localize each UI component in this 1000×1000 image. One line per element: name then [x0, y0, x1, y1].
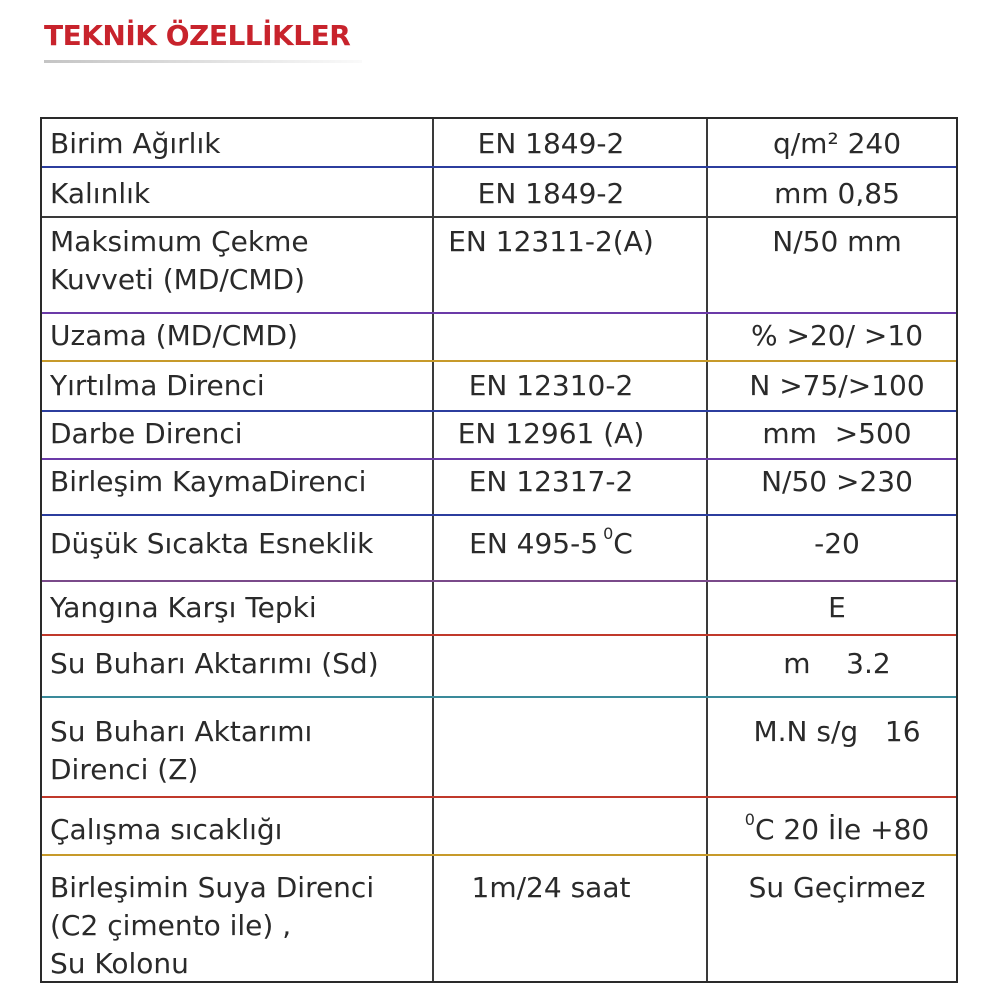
standard-cell [436, 361, 706, 411]
property-cell: Yangına Karşı Tepki [50, 591, 317, 624]
property-cell: Uzama (MD/CMD) [50, 319, 298, 352]
value-text: N/50 mm [772, 225, 902, 258]
standard-cell [436, 167, 706, 217]
value-cell [710, 515, 954, 581]
value-cell [710, 313, 954, 361]
value-text: E [828, 591, 846, 624]
property-cell: Birleşim KaymaDirenci [50, 465, 367, 498]
standard-unit: C [613, 527, 633, 560]
standard-cell [436, 581, 706, 635]
table-row [42, 167, 956, 217]
value-text: mm >500 [762, 417, 912, 450]
table-row [42, 313, 956, 361]
standard-text: EN 1849-2 [477, 127, 625, 160]
standard-text: EN 1849-2 [477, 177, 625, 210]
value-cell [710, 635, 954, 697]
value-text: N/50 >230 [761, 465, 913, 498]
property-cell: Maksimum Çekme Kuvveti (MD/CMD) [50, 225, 309, 296]
property-cell: Birleşimin Suya Direnci (C2 çimento ile) , Su Kolonu [50, 871, 375, 980]
property-cell: Su Buharı Aktarımı Direnci (Z) [50, 715, 313, 786]
value-text: N >75/>100 [749, 369, 925, 402]
table-row [42, 119, 956, 167]
value-cell [710, 411, 954, 459]
value-cell [710, 361, 954, 411]
value-cell [710, 581, 954, 635]
property-cell: Yırtılma Direnci [50, 369, 265, 402]
value-cell [710, 119, 954, 167]
standard-cell [436, 515, 706, 581]
table-row [42, 217, 956, 313]
table-row [42, 459, 956, 515]
value-cell [710, 855, 954, 981]
value-text: C 20 İle +80 [754, 813, 930, 846]
value-cell [710, 797, 954, 855]
value-text: M.N s/g 16 [753, 715, 921, 748]
standard-cell [436, 697, 706, 797]
value-cell [710, 459, 954, 515]
value-text: -20 [814, 527, 860, 560]
table-row [42, 515, 956, 581]
value-cell [710, 217, 954, 313]
degree-superscript: 0 [598, 524, 614, 543]
value-text: m 3.2 [783, 647, 891, 680]
table-row [42, 697, 956, 797]
degree-superscript: 0 [744, 810, 755, 829]
property-cell: Kalınlık [50, 177, 151, 210]
value-text: mm 0,85 [774, 177, 900, 210]
table-row [42, 797, 956, 855]
table-row [42, 855, 956, 981]
title-underline [44, 60, 362, 63]
value-text: Su Geçirmez [748, 871, 926, 904]
table-row [42, 361, 956, 411]
spec-table [40, 117, 958, 983]
standard-cell [436, 635, 706, 697]
standard-text: EN 12317-2 [468, 465, 634, 498]
standard-text: EN 12311-2(A) [448, 225, 654, 258]
page-title: TEKNİK ÖZELLİKLER [44, 19, 351, 52]
standard-cell [436, 119, 706, 167]
property-cell: Darbe Direnci [50, 417, 243, 450]
value-text: q/m² 240 [772, 127, 902, 160]
property-cell: Su Buharı Aktarımı (Sd) [50, 647, 379, 680]
standard-cell [436, 217, 706, 313]
value-text: % >20/ >10 [750, 319, 924, 352]
table-row [42, 635, 956, 697]
standard-cell [436, 313, 706, 361]
table-row [42, 581, 956, 635]
standard-text: EN 495-5 [469, 527, 599, 560]
value-cell [710, 167, 954, 217]
standard-cell [436, 459, 706, 515]
property-cell: Düşük Sıcakta Esneklik [50, 527, 374, 560]
standard-cell [436, 411, 706, 459]
value-cell [710, 697, 954, 797]
standard-cell [436, 855, 706, 981]
table-row [42, 411, 956, 459]
property-cell: Birim Ağırlık [50, 127, 221, 160]
property-cell: Çalışma sıcaklığı [50, 813, 283, 846]
standard-text: EN 12310-2 [468, 369, 634, 402]
standard-text: EN 12961 (A) [457, 417, 645, 450]
standard-text: 1m/24 saat [471, 871, 631, 904]
standard-cell [436, 797, 706, 855]
